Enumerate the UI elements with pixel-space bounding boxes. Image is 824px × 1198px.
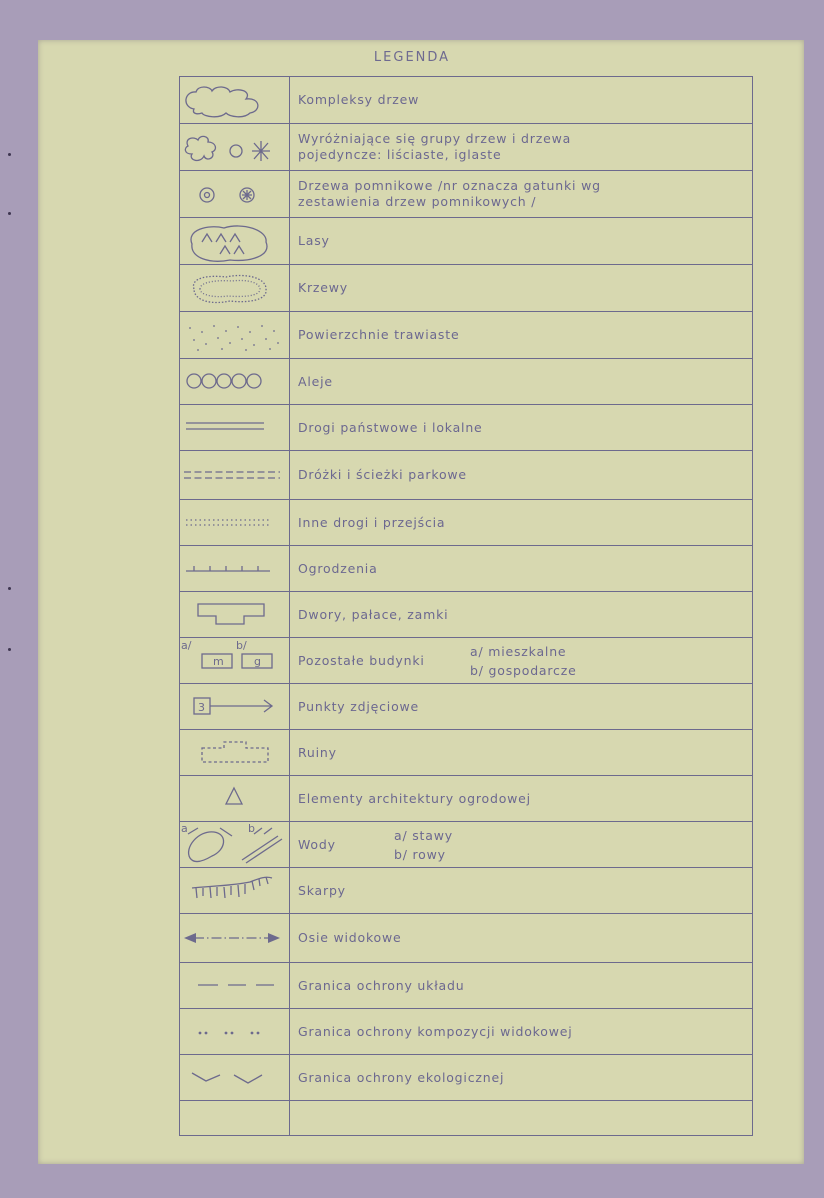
legend-label: Drzewa pomnikowe /nr oznacza gatunki wg zestawienia drzew pomnikowych /: [298, 178, 601, 209]
legend-label: Wody: [298, 836, 336, 852]
photo-point-symbol: [180, 684, 289, 729]
grass-symbol: [180, 312, 289, 358]
legend-row-photo-points: [180, 684, 752, 730]
legend-sublabel: b/ rowy: [394, 846, 446, 862]
layout-border-symbol: [180, 963, 289, 1008]
legend-label: Granica ochrony kompozycji widokowej: [298, 1023, 573, 1039]
road-symbol: [180, 405, 289, 450]
legend-row-monument-trees: [180, 171, 752, 218]
forest-symbol: [180, 218, 289, 264]
monument-tree-symbol: [180, 171, 289, 217]
symbol-text: 3: [198, 701, 205, 714]
legend-row-roads: [180, 405, 752, 451]
escarpment-symbol: [180, 868, 289, 913]
legend-row-park-paths: [180, 451, 752, 500]
legend-label: Powierzchnie trawiaste: [298, 327, 460, 342]
legend-label: Ogrodzenia: [298, 560, 378, 576]
legend-label: Ruiny: [298, 744, 337, 760]
legend-row-view-composition-border: [180, 1009, 752, 1055]
symbol-text: a: [181, 822, 188, 835]
legend-row-empty: [180, 1101, 752, 1135]
legend-sublabel: a/ mieszkalne: [470, 643, 567, 659]
legend-sublabels: [394, 822, 453, 867]
legend-label: Pozostałe budynki: [298, 652, 425, 668]
other-road-symbol: [180, 500, 289, 545]
symbol-text: b/: [236, 639, 247, 652]
triangle-icon: [180, 776, 289, 821]
legend-label: Elementy architektury ogrodowej: [298, 790, 531, 806]
symbol-text: b: [248, 822, 255, 835]
legend-row-tree-groups: [180, 124, 752, 171]
edge-dot: [8, 587, 11, 590]
legend-label: Krzewy: [298, 280, 349, 295]
legend-table: [179, 76, 753, 1136]
legend-label: Punkty zdjęciowe: [298, 698, 420, 714]
legend-label: Wyróżniające się grupy drzew i drzewa pojedyncze: liściaste, iglaste: [298, 131, 572, 162]
other-building-symbol: [180, 638, 289, 683]
legend-label: Drogi państwowe i lokalne: [298, 419, 483, 435]
legend-row-other-buildings: [180, 638, 752, 684]
shrub-symbol: [180, 265, 289, 311]
tree-complex-symbol: [180, 77, 289, 123]
legend-row-escarpments: [180, 868, 752, 914]
water-symbol: [180, 822, 289, 867]
ecological-border-symbol: [180, 1055, 289, 1100]
symbol-text: m: [213, 655, 224, 668]
legend-label: Granica ochrony ekologicznej: [298, 1069, 505, 1085]
legend-label: Skarpy: [298, 882, 346, 898]
legend-sublabel: b/ gospodarcze: [470, 662, 577, 678]
legend-label: Aleje: [298, 373, 333, 389]
legend-row-fences: [180, 546, 752, 592]
legend-row-forests: [180, 218, 752, 265]
legend-label: Lasy: [298, 233, 330, 248]
legend-label: Dróżki i ścieżki parkowe: [298, 467, 467, 482]
ruins-symbol: [180, 730, 289, 775]
tree-group-symbol: [180, 124, 289, 170]
fence-symbol: [180, 546, 289, 591]
symbol-text: a/: [181, 639, 192, 652]
legend-label: Osie widokowe: [298, 930, 402, 945]
legend-row-other-roads: [180, 500, 752, 546]
legend-row-ruins: [180, 730, 752, 776]
legend-row-view-axes: [180, 914, 752, 963]
symbol-text: g: [254, 655, 261, 668]
edge-dot: [8, 648, 11, 651]
legend-row-grass: [180, 312, 752, 359]
legend-row-layout-border: [180, 963, 752, 1009]
legend-row-manors: [180, 592, 752, 638]
legend-label: Granica ochrony układu: [298, 977, 465, 993]
legend-row-ecological-border: [180, 1055, 752, 1101]
legend-label: Dwory, pałace, zamki: [298, 606, 449, 622]
view-composition-border-symbol: [180, 1009, 289, 1054]
edge-dot: [8, 212, 11, 215]
legend-row-tree-complexes: [180, 77, 752, 124]
legend-row-waters: [180, 822, 752, 868]
legend-row-shrubs: [180, 265, 752, 312]
legend-row-alleys: [180, 359, 752, 405]
view-axis-symbol: [180, 914, 289, 962]
legend-row-garden-architecture: [180, 776, 752, 822]
legend-sublabel: a/ stawy: [394, 827, 453, 843]
alley-symbol: [180, 359, 289, 404]
legend-label: Kompleksy drzew: [298, 92, 420, 107]
legend-sublabels: [470, 638, 577, 683]
manor-symbol: [180, 592, 289, 637]
park-path-symbol: [180, 451, 289, 499]
legend-title: LEGENDA: [373, 50, 451, 65]
legend-label: Inne drogi i przejścia: [298, 514, 446, 530]
edge-dot: [8, 153, 11, 156]
